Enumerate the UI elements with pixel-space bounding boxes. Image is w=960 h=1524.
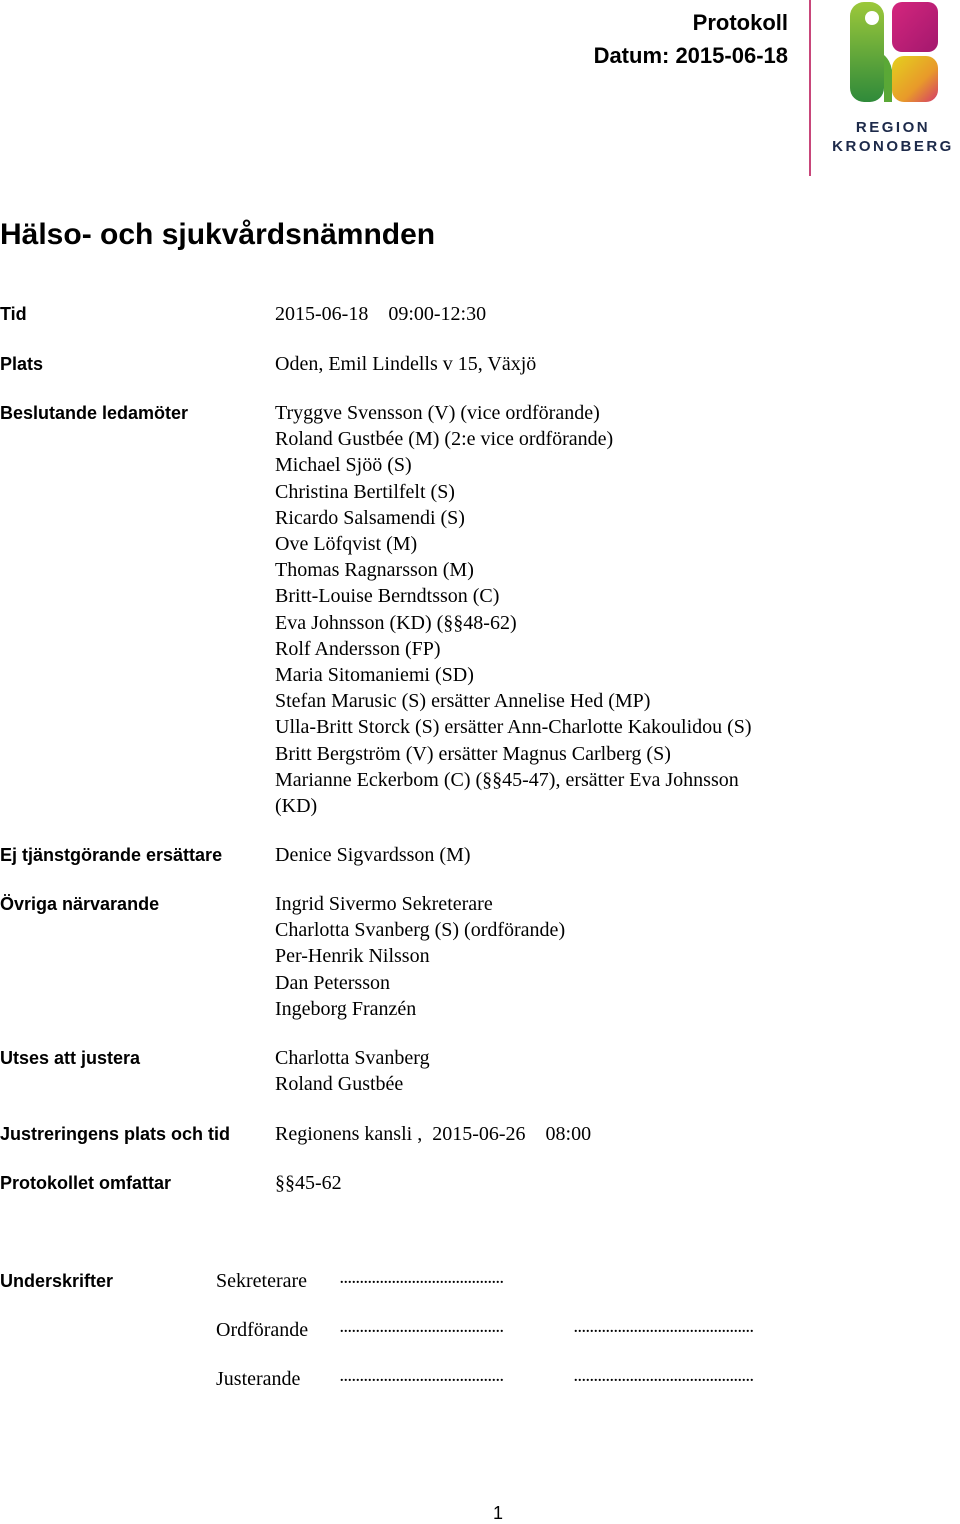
- list-item: Ulla-Britt Storck (S) ersätter Ann-Charlotte Kakoulidou (S): [275, 716, 752, 739]
- list-item: Britt Bergström (V) ersätter Magnus Carlberg (S): [275, 742, 671, 765]
- list-item: Thomas Ragnarsson (M): [275, 559, 474, 582]
- field-value: Denice Sigvardsson (M): [275, 844, 471, 866]
- list-item: Charlotta Svanberg: [275, 1047, 430, 1069]
- list-item: Ricardo Salsamendi (S): [275, 506, 465, 529]
- list-item: Ingrid Sivermo Sekreterare: [275, 893, 493, 915]
- signature-line: .........................................: [340, 1321, 504, 1336]
- region-kronoberg-logo: [826, 0, 960, 160]
- field-label: Plats: [0, 354, 44, 374]
- page-number: 1: [492, 1503, 503, 1523]
- list-item: Eva Johnsson (KD) (§§48-62): [275, 611, 517, 634]
- header-divider: [809, 0, 811, 176]
- list-item: Christina Bertilfelt (S): [275, 480, 455, 503]
- field-label: Ej tjänstgörande ersättare: [0, 845, 223, 865]
- signature-line: .............................................: [574, 1321, 754, 1336]
- list-item: Ove Löfqvist (M): [275, 533, 418, 556]
- logo-text-kronoberg: KRONOBERG: [832, 138, 954, 155]
- signature-line: .........................................: [340, 1370, 504, 1385]
- list-item: Tryggve Svensson (V) (vice ordförande): [275, 402, 600, 424]
- signature-line: .............................................: [574, 1370, 754, 1385]
- document-date: Datum: 2015-06-18: [593, 43, 788, 68]
- field-label: Protokollet omfattar: [0, 1173, 172, 1193]
- field-label: Justreringens plats och tid: [0, 1124, 231, 1144]
- page-title: Hälso- och sjukvårdsnämnden: [0, 218, 436, 251]
- list-item: Per-Henrik Nilsson: [275, 945, 430, 968]
- field-label: Utses att justera: [0, 1048, 141, 1068]
- signature-role: Justerande: [216, 1368, 301, 1390]
- list-item: Rolf Andersson (FP): [275, 637, 441, 660]
- list-item: (KD): [275, 795, 318, 818]
- signature-role: Sekreterare: [216, 1270, 308, 1292]
- list-item: Roland Gustbée (M) (2:e vice ordförande): [275, 428, 614, 451]
- list-item: Maria Sitomaniemi (SD): [275, 664, 474, 687]
- document-type: Protokoll: [692, 10, 788, 35]
- field-value: §§45-62: [275, 1172, 342, 1194]
- list-item: Charlotta Svanberg (S) (ordförande): [275, 919, 566, 942]
- logo-text-region: REGION: [855, 119, 931, 136]
- field-label: Beslutande ledamöter: [0, 403, 189, 423]
- list-item: Ingeborg Franzén: [275, 997, 417, 1020]
- field-label: Övriga närvarande: [0, 894, 160, 914]
- document-header: [594, 6, 788, 72]
- list-item: Marianne Eckerbom (C) (§§45-47), ersätter Eva Johnsson: [275, 768, 739, 791]
- field-value: 2015-06-18 09:00-12:30: [275, 303, 487, 325]
- list-item: Roland Gustbée: [275, 1073, 404, 1096]
- list-item: Stefan Marusic (S) ersätter Annelise Hed (MP): [275, 690, 651, 713]
- signature-role: Ordförande: [216, 1319, 309, 1341]
- field-label: Tid: [0, 304, 27, 324]
- member-list: [275, 400, 752, 819]
- signature-line: .........................................: [340, 1272, 504, 1287]
- field-value: Oden, Emil Lindells v 15, Växjö: [275, 353, 537, 375]
- adjuster-list: [275, 1045, 430, 1097]
- list-item: Michael Sjöö (S): [275, 454, 412, 477]
- list-item: Dan Petersson: [275, 971, 390, 994]
- field-value: Regionens kansli , 2015-06-26 08:00: [275, 1123, 592, 1145]
- attendee-list: [275, 891, 565, 1022]
- list-item: Britt-Louise Berndtsson (C): [275, 585, 500, 608]
- signatures-label: Underskrifter: [0, 1271, 114, 1291]
